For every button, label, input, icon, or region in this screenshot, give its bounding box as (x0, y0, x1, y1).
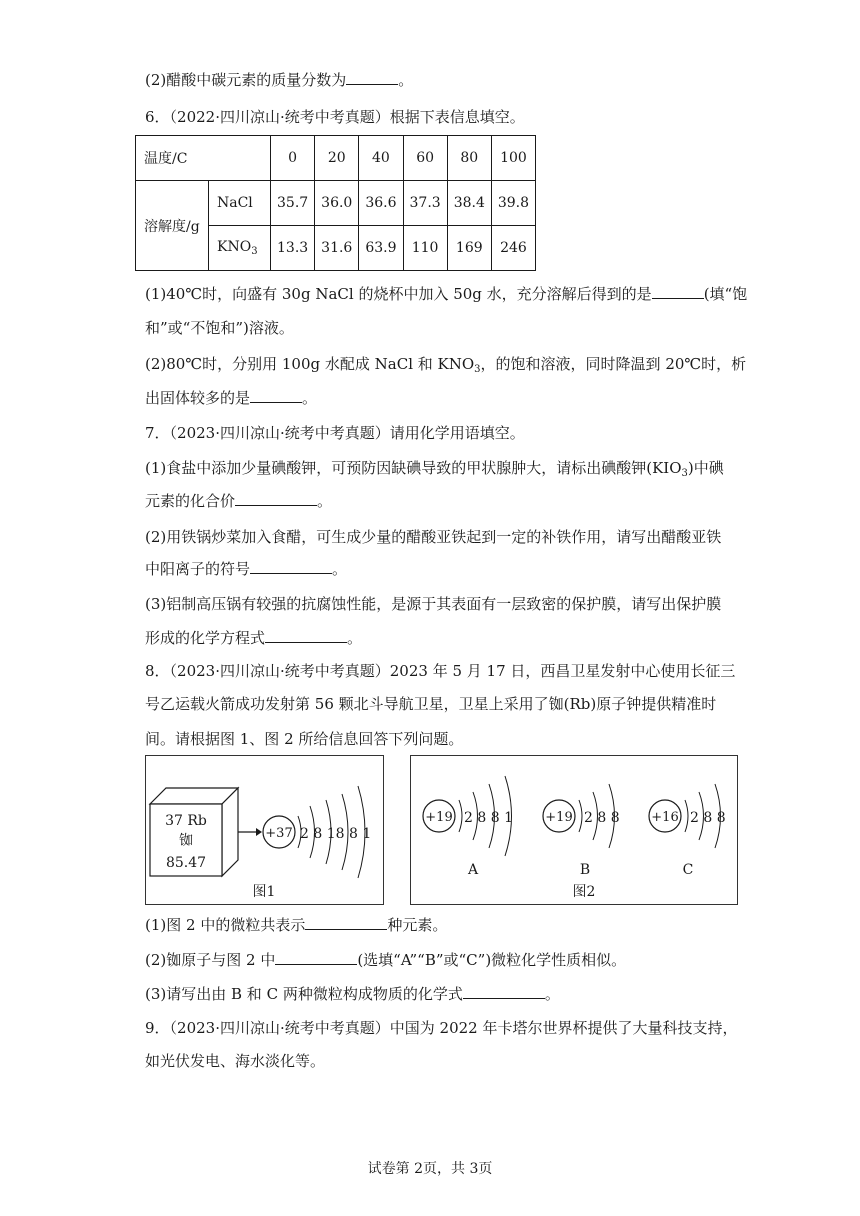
q7-2-line1: (2)用铁锅炒菜加入食醋，可生成少量的醋酸亚铁起到一定的补铁作用，请写出醋酸亚铁 (145, 528, 722, 546)
q8-stem-line1: 8．（2023·四川凉山·统考中考真题）2023 年 5 月 17 日，西昌卫星发射中心使用长征三 (145, 662, 736, 680)
atom-c-electrons: 2 8 8 (690, 810, 726, 826)
page-footer: 试卷第 2页，共 3页 (367, 1161, 493, 1177)
arrow-head (256, 828, 262, 836)
answer-blank[interactable] (305, 915, 387, 930)
temp-header: 温度/C (136, 136, 271, 181)
q6-2-line1: (2)80℃时，分别用 100g 水配成 NaCl 和 $KNO_3$，的饱和溶液，同时降温到 20℃时，析 (145, 355, 747, 375)
atom-b-label: B (579, 862, 591, 878)
figure-2-caption: 图2 (572, 884, 596, 900)
nacl-label: NaCl (209, 181, 271, 226)
solubility-header: 溶解度/g (136, 181, 209, 271)
answer-blank[interactable] (265, 628, 347, 643)
answer-blank[interactable] (652, 284, 704, 299)
answer-blank[interactable] (235, 491, 317, 506)
q7-1-line2: 元素的化合价 。 (145, 492, 333, 510)
q8-stem-line3: 间。请根据图 1、图 2 所给信息回答下列问题。 (145, 730, 464, 748)
rb-element-diagram (146, 756, 383, 904)
figure-1-caption: 图1 (252, 884, 276, 900)
atom-b-electrons: 2 8 8 (584, 810, 620, 826)
q9-stem-line1: 9．（2023·四川凉山·统考中考真题）中国为 2022 年卡塔尔世界杯提供了大量科技支持， (145, 1019, 738, 1037)
answer-blank[interactable] (250, 388, 302, 403)
atom-b-charge: +19 (545, 810, 573, 825)
rb-electron-config: 2 8 18 8 1 (300, 826, 372, 842)
q8-stem-line2: 号乙运载火箭成功发射第 56 颗北斗导航卫星，卫星上采用了铷(Rb)原子钟提供精准时 (145, 695, 717, 713)
cube-side (222, 788, 238, 876)
q8-1-line: (1)图 2 中的微粒共表示 种元素。 (145, 916, 448, 934)
q7-3-line1: (3)铝制高压锅有较强的抗腐蚀性能，是源于其表面有一层致密的保护膜，请写出保护膜 (145, 595, 722, 613)
figure-2 (410, 755, 738, 905)
q9-stem-line2: 如光伏发电、海水淡化等。 (145, 1052, 326, 1070)
atom-c-shell-1 (685, 800, 688, 832)
atom-a-charge: +19 (425, 810, 453, 825)
atom-c-label: C (682, 862, 694, 878)
atom-c-charge: +16 (651, 810, 679, 825)
q5-2-line: (2)醋酸中碳元素的质量分数为 。 (145, 71, 414, 89)
q6-1-line2: 和”或“不饱和”)溶液。 (145, 319, 294, 337)
q7-3-line2: 形成的化学方程式 。 (145, 629, 363, 647)
q8-3-line: (3)请写出由 B 和 C 两种微粒构成物质的化学式 。 (145, 985, 560, 1003)
q6-2-line2: 出固体较多的是 。 (145, 389, 318, 407)
answer-blank[interactable] (250, 559, 332, 574)
rb-name: 铷 (179, 833, 193, 849)
answer-blank[interactable] (346, 70, 398, 85)
atom-a-label: A (467, 862, 479, 878)
atom-a-shell-1 (459, 800, 462, 832)
q6-1-line1: (1)40℃时，向盛有 30g NaCl 的烧杯中加入 50g 水，充分溶解后得到的是 (填“饱 (145, 285, 748, 303)
q7-2-line2: 中阳离子的符号 。 (145, 560, 348, 578)
atom-structure-diagrams (411, 756, 737, 904)
rb-nucleus-charge: +37 (265, 826, 293, 841)
atom-b-shell-1 (579, 800, 582, 832)
kno3-label: $KNO_3$ (209, 226, 271, 271)
atom-a-electrons: 2 8 8 1 (464, 810, 513, 826)
rb-mass: 85.47 (165, 855, 207, 871)
solubility-table: 温度/C 0 20 40 60 80 100 溶解度/g NaCl 35.7 36.0 36.6 37.3 38.4 39.8 $KNO_3$ 13.3 31.6 63.9 110 169 246 (135, 135, 536, 271)
q7-stem: 7．（2023·四川凉山·统考中考真题）请用化学用语填空。 (145, 424, 525, 442)
answer-blank[interactable] (275, 950, 357, 965)
answer-blank[interactable] (463, 984, 545, 999)
rb-number-symbol: 37 Rb (165, 813, 207, 829)
q7-1-line1: (1)食盐中添加少量碘酸钾，可预防因缺碘导致的甲状腺肿大，请标出碘酸钾$(KIO_3)$中碘 (145, 459, 724, 479)
q6-stem: 6．（2022·四川凉山·统考中考真题）根据下表信息填空。 (145, 108, 525, 126)
figure-1 (145, 755, 384, 905)
q8-2-line: (2)铷原子与图 2 中 (选填“A”“B”或“C”)微粒化学性质相似。 (145, 951, 627, 969)
